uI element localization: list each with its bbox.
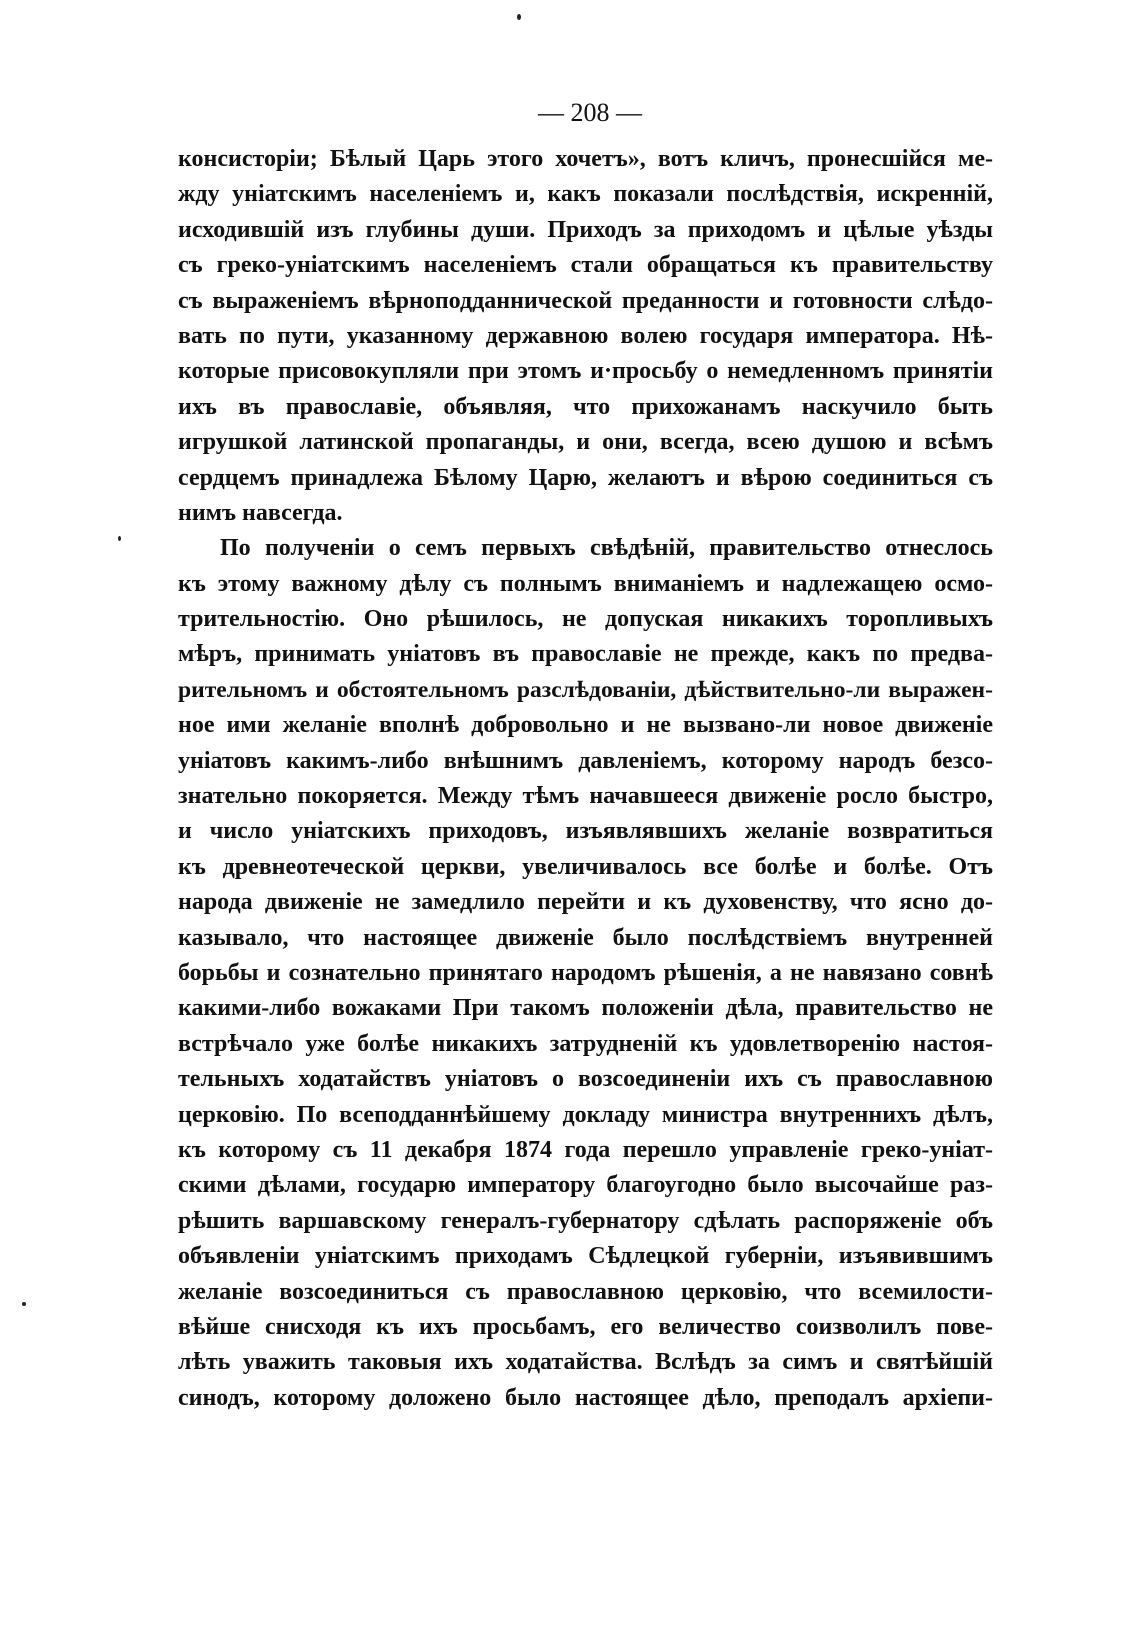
text-line: церковію. По всеподданнѣйшему докладу министра внутреннихъ дѣлъ, [178, 1101, 993, 1128]
page-number: — 208 — [538, 98, 642, 127]
text-line: нимъ навсегда. [178, 499, 343, 526]
text-line: По полученіи о семъ первыхъ свѣдѣній, правительство отнеслось [220, 535, 993, 562]
text-line: уніатовъ какимъ-либо внѣшнимъ давленіемъ, которому народъ безсо- [178, 747, 993, 774]
text-line: которые присовокупляли при этомъ и·просьбу о немедленномъ принятіи [178, 358, 993, 385]
text-line: ихъ въ православіе, объявляя, что прихожанамъ наскучило быть [178, 393, 993, 420]
text-line: игрушкой латинской пропаганды, и они, всегда, всею душою и всѣмъ [178, 429, 993, 456]
text-line: казывало, что настоящее движеніе было послѣдствіемъ внутренней [178, 924, 993, 951]
text-line: какими-либо вожаками При такомъ положеніи дѣла, правительство не [178, 995, 993, 1022]
text-line: къ древнеотеческой церкви, увеличивалось все болѣе и болѣе. Отъ [178, 853, 993, 880]
body-text [178, 142, 993, 1416]
text-line: ное ими желаніе вполнѣ добровольно и не вызвано-ли новое движеніе [178, 712, 993, 739]
text-line: народа движеніе не замедлило перейти и къ духовенству, что ясно до- [178, 889, 993, 916]
text-line: сердцемъ принадлежа Бѣлому Царю, желаютъ и вѣрою соединиться съ [178, 464, 993, 491]
text-line: съ выраженіемъ вѣрноподданнической преданности и готовности слѣдо- [178, 287, 993, 314]
text-line: объявленіи уніатскимъ приходамъ Сѣдлецкой губерніи, изъявившимъ [178, 1243, 993, 1270]
scan-speck [517, 14, 521, 20]
text-line: исходившій изъ глубины души. Приходъ за приходомъ и цѣлые уѣзды [178, 216, 993, 243]
text-line: тельныхъ ходатайствъ уніатовъ о возсоединеніи ихъ съ православною [178, 1066, 993, 1093]
text-line: трительностію. Оно рѣшилось, не допуская никакихъ торопливыхъ [178, 606, 993, 633]
text-line: борьбы и сознательно принятаго народомъ рѣшенія, а не навязано совнѣ [178, 959, 993, 986]
text-line: съ греко-уніатскимъ населеніемъ стали обращаться къ правительству [178, 252, 993, 279]
text-line: консисторіи; Бѣлый Царь этого хочетъ», вотъ кличъ, пронесшійся ме- [178, 146, 993, 172]
text-line: къ этому важному дѣлу съ полнымъ вниманіемъ и надлежащею осмо- [178, 570, 993, 597]
text-line: лѣть уважить таковыя ихъ ходатайства. Вслѣдъ за симъ и святѣйшій [178, 1349, 993, 1376]
text-line: рѣшить варшавскому генералъ-губернатору сдѣлать распоряженіе объ [178, 1207, 993, 1234]
text-line: скими дѣлами, государю императору благоугодно было высочайше раз- [178, 1172, 993, 1199]
text-line: рительномъ и обстоятельномъ разслѣдованіи, дѣйствительно-ли выражен- [178, 676, 993, 703]
scan-speck [22, 1302, 26, 1306]
text-line: вѣйше снисходя къ ихъ просьбамъ, его величество соизволилъ пове- [178, 1313, 993, 1340]
text-line: синодъ, которому доложено было настоящее дѣло, преподалъ архіепи- [178, 1384, 993, 1411]
text-line: знательно покоряется. Между тѣмъ начавшееся движеніе росло быстро, [178, 783, 993, 810]
text-line: къ которому съ 11 декабря 1874 года перешло управленіе греко-уніат- [178, 1136, 993, 1163]
text-line: жду уніатскимъ населеніемъ и, какъ показали послѣдствія, искренній, [178, 181, 993, 208]
scan-speck [118, 536, 121, 541]
text-line: встрѣчало уже болѣе никакихъ затрудненій къ удовлетворенію настоя- [178, 1030, 993, 1057]
text-line: мѣръ, принимать уніатовъ въ православіе не прежде, какъ по предва- [178, 641, 993, 668]
text-line: желаніе возсоединиться съ православною церковію, что всемилости- [178, 1278, 993, 1305]
text-line: вать по пути, указанному державною волею государя императора. Нѣ- [178, 322, 993, 349]
text-line: и число уніатскихъ приходовъ, изъявлявшихъ желаніе возвратиться [178, 818, 993, 845]
